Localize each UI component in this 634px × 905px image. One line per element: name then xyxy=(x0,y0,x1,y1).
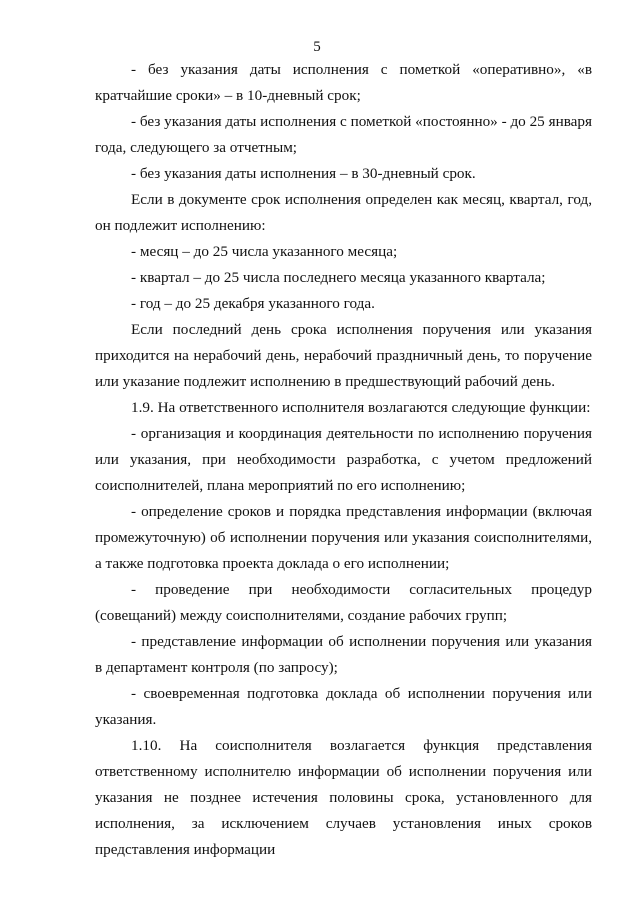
paragraph-non-working-day: Если последний день срока исполнения поручения или указания приходится на нерабочий день, нерабочий праздничный день, то поручение или указание подлежит исполнению в предшествующий рабочий день. xyxy=(95,321,592,390)
list-item-coordination: - организация и координация деятельности по исполнению поручения или указания, при необходимости разработка, с учетом предложений соисполнителей, плана мероприятий по его исполнению; xyxy=(95,425,592,494)
section-1-9-heading: 1.9. На ответственного исполнителя возлагаются следующие функции: xyxy=(131,399,591,416)
page-number: 5 xyxy=(313,39,321,55)
document-body xyxy=(95,57,592,863)
paragraph-period-deadlines: Если в документе срок исполнения определен как месяц, квартал, год, он подлежит исполнению: xyxy=(95,191,592,234)
list-item-default-deadline: - без указания даты исполнения – в 30-дневный срок. xyxy=(131,165,476,182)
list-item-timely-report: - своевременная подготовка доклада об исполнении поручения или указания. xyxy=(95,685,592,728)
list-item-control-info: - представление информации об исполнении поручения или указания в департамент контроля (по запросу); xyxy=(95,633,592,676)
list-item-year: - год – до 25 декабря указанного года. xyxy=(131,295,375,312)
list-item-month: - месяц – до 25 числа указанного месяца; xyxy=(131,243,398,260)
list-item-quarter: - квартал – до 25 числа последнего месяца указанного квартала; xyxy=(131,269,546,286)
section-1-10-paragraph: 1.10. На соисполнителя возлагается функция представления ответственному исполнителю информации об исполнении поручения или указания не позднее истечения половины срока, установленного для исполнения, за исключением случаев установления иных сроков представления информации xyxy=(95,737,592,858)
list-item-urgent-deadline: - без указания даты исполнения с пометкой «оперативно», «в кратчайшие сроки» – в 10-дневный срок; xyxy=(95,61,592,104)
list-item-conciliation: - проведение при необходимости согласительных процедур (совещаний) между соисполнителями, создание рабочих групп; xyxy=(95,581,592,624)
list-item-reporting-order: - определение сроков и порядка представления информации (включая промежуточную) об исполнении поручения или указания соисполнителями, а также подготовка проекта доклада о его исполнении; xyxy=(95,503,592,572)
list-item-permanent-deadline: - без указания даты исполнения с пометкой «постоянно» - до 25 января года, следующего за отчетным; xyxy=(95,113,592,156)
